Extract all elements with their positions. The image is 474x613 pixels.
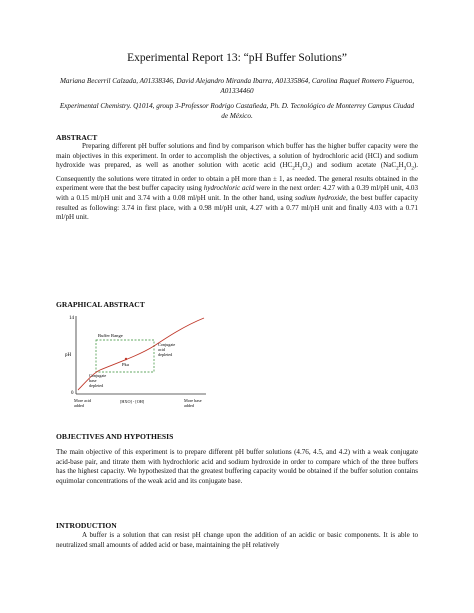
author-list: Mariana Becerril Calzada, A01338346, David Alejandro Miranda Ibarra, A01335864, Carolina Raquel Romero Figueroa, A01334460 bbox=[59, 77, 415, 96]
buffer-range-label: Buffer Range bbox=[98, 333, 123, 338]
conjugate-acid-label-3: depleted bbox=[158, 352, 173, 357]
titration-curve bbox=[78, 318, 204, 390]
pka-label: Pka bbox=[122, 362, 129, 367]
introduction-heading: INTRODUCTION bbox=[56, 521, 117, 530]
objectives-paragraph: The main objective of this experiment is to prepare different pH buffer solutions (4.76, 4.5, and 4.2) with a weak conjugate acid-base pair, and titrate them with hydrochloric acid and sodium hydroxide in order to compare which of the three buffers has the highest capacity. We hypothesized that the greatest buffering capacity would be obtained if the buffer solution contains equimolar concentrations of the weak acid and its conjugate base. bbox=[56, 448, 418, 486]
conjugate-base-label-3: depleted bbox=[89, 383, 104, 388]
abstract-paragraph: Preparing different pH buffer solutions and find by comparison which buffer has the higher buffer capacity were the main objectives in this experiment. In order to accomplish the objectives, a solution of hydrochloric acid (HCl) and sodium hydroxide was prepared, as well as another solution with acetic acid $(HC_2H_3O_2)$ and sodium acetate $(NaC_2H_3O_2)$. Consequently the solutions were titrated in order to obtain a pH more than ± 1, as needed. The general results obtained in the experiment were that the best buffer capacity using hydrochloric acid were in the next order: 4.27 with a 0.39 ml/pH unit, 4.03 with a 0.15 ml/pH unit and 3.74 with a 0.08 ml/pH unit. In the other hand, using sodium hydroxide, the best buffer capacity resulted as following: 3.74 in first place, with a 0.98 ml/pH unit, 4.27 with a 0.77 ml/pH unit and finally 4.03 with a 0.71 ml/pH unit. bbox=[56, 142, 418, 222]
titration-curve-svg bbox=[56, 310, 216, 412]
objectives-body bbox=[56, 448, 418, 487]
y-tick-bottom: 0 bbox=[71, 391, 74, 396]
y-tick-top: 14 bbox=[69, 316, 74, 321]
titration-curve-figure bbox=[56, 310, 216, 412]
more-acid-label-2: added bbox=[74, 403, 84, 408]
objectives-heading: OBJECTIVES AND HYPOTHESIS bbox=[56, 432, 174, 441]
y-axis-label: pH bbox=[65, 353, 72, 358]
conjugate-base-label-1: Conjugate bbox=[89, 373, 107, 378]
buffer-range-box bbox=[96, 340, 154, 372]
conjugate-acid-label-2: acid bbox=[158, 347, 165, 352]
conjugate-acid-label-1: Conjugate bbox=[158, 342, 176, 347]
more-acid-label-1: More acid bbox=[74, 398, 92, 403]
abstract-heading: ABSTRACT bbox=[56, 133, 98, 142]
conjugate-base-label-2: base bbox=[89, 378, 97, 383]
report-title: Experimental Report 13: “pH Buffer Solutions” bbox=[127, 52, 347, 64]
abstract-body bbox=[56, 142, 418, 223]
more-base-label-2: added bbox=[184, 403, 194, 408]
affiliation: Experimental Chemistry. Q1014, group 3-Professor Rodrigo Castañeda, Ph. D. Tecnológico de Monterrey Campus Ciudad de México. bbox=[59, 102, 415, 121]
introduction-paragraph: A buffer is a solution that can resist pH change upon the addition of an acidic or basic components. It is able to neutralized small amounts of added acid or base, maintaining the pH relatively bbox=[56, 531, 418, 549]
more-base-label-1: More base bbox=[184, 398, 202, 403]
middle-label: [HXO] - [OH] bbox=[120, 399, 145, 404]
graphical-abstract-heading: GRAPHICAL ABSTRACT bbox=[56, 300, 145, 309]
pka-point bbox=[125, 358, 127, 360]
introduction-body bbox=[56, 531, 418, 550]
